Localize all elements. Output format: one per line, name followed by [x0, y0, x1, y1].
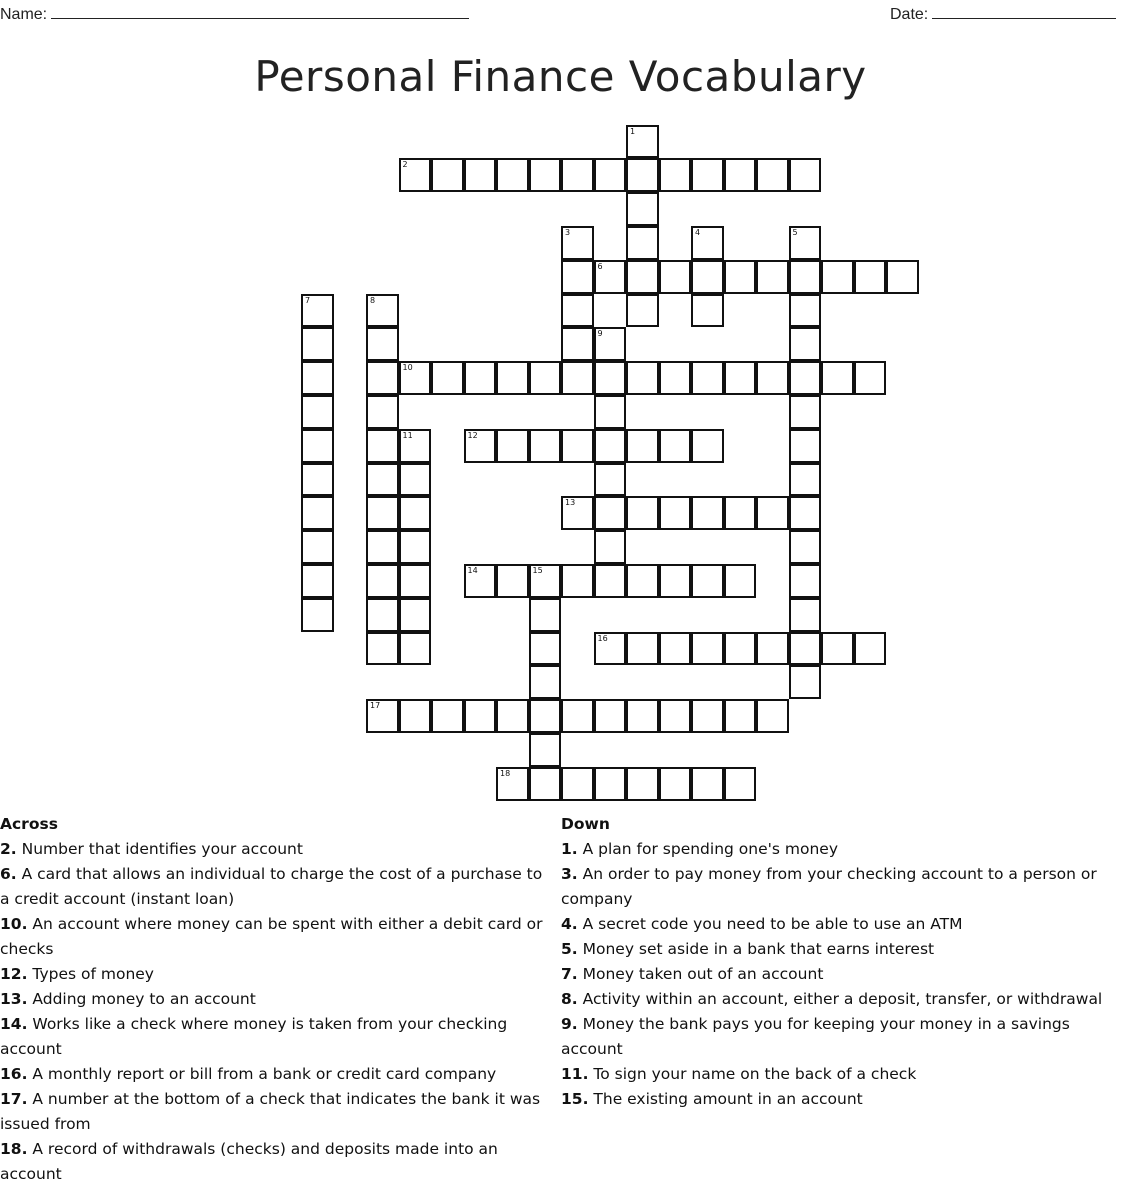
grid-cell[interactable]: [529, 767, 562, 801]
clue-text: A plan for spending one's money: [577, 840, 839, 858]
grid-cell[interactable]: [724, 564, 757, 598]
grid-cell[interactable]: [529, 598, 562, 632]
grid-cell[interactable]: [626, 158, 659, 192]
grid-cell[interactable]: [756, 496, 789, 530]
grid-cell[interactable]: [496, 564, 529, 598]
grid-cell[interactable]: [659, 429, 692, 463]
clue-number: 15: [532, 566, 543, 575]
grid-cell[interactable]: [366, 530, 399, 564]
down-clue: [561, 1012, 1121, 1062]
grid-cell[interactable]: [561, 327, 594, 361]
grid-cell[interactable]: [464, 699, 497, 733]
clue-number: 7.: [561, 965, 578, 983]
grid-cell[interactable]: [561, 260, 594, 294]
grid-cell[interactable]: [659, 632, 692, 666]
grid-cell[interactable]: [821, 260, 854, 294]
grid-cell[interactable]: [789, 496, 822, 530]
grid-cell[interactable]: [789, 429, 822, 463]
clue-number: 2.: [0, 840, 17, 858]
grid-cell[interactable]: [626, 496, 659, 530]
grid-cell[interactable]: [594, 429, 627, 463]
name-label: Name:: [0, 6, 48, 23]
clue-text: A number at the bottom of a check that indicates the bank it was issued from: [0, 1090, 541, 1133]
grid-cell[interactable]: [431, 361, 464, 395]
grid-cell[interactable]: [594, 361, 627, 395]
grid-cell[interactable]: [366, 294, 399, 328]
grid-cell[interactable]: [724, 260, 757, 294]
clue-number: 11: [402, 430, 413, 440]
clue-number: 10.: [0, 915, 28, 933]
grid-cell[interactable]: [529, 733, 562, 767]
grid-cell[interactable]: [496, 767, 529, 801]
grid-cell[interactable]: [691, 260, 724, 294]
clue-text: Works like a check where money is taken from your checking account: [0, 1015, 508, 1058]
clue-text: Types of money: [27, 965, 154, 983]
down-clue: [561, 962, 1121, 987]
grid-cell[interactable]: [496, 429, 529, 463]
clue-text: A record of withdrawals (checks) and deposits made into an account: [0, 1140, 498, 1183]
grid-cell[interactable]: [529, 158, 562, 192]
grid-cell[interactable]: [464, 158, 497, 192]
grid-cell[interactable]: [691, 361, 724, 395]
down-clue-list: [561, 837, 1121, 1112]
grid-cell[interactable]: [724, 632, 757, 666]
grid-cell[interactable]: [399, 699, 432, 733]
grid-cell[interactable]: [789, 361, 822, 395]
grid-cell[interactable]: [691, 226, 724, 260]
grid-cell[interactable]: [496, 361, 529, 395]
grid-cell[interactable]: [789, 632, 822, 666]
clue-number: 9.: [561, 1015, 578, 1033]
grid-cell[interactable]: [594, 632, 627, 666]
clue-text: Money set aside in a bank that earns interest: [577, 940, 935, 958]
across-clue: [0, 1012, 550, 1062]
grid-cell[interactable]: [691, 564, 724, 598]
grid-cell[interactable]: [594, 158, 627, 192]
clue-text: Number that identifies your account: [16, 840, 303, 858]
clue-number: 13: [565, 498, 576, 508]
grid-cell[interactable]: [854, 632, 887, 666]
grid-cell[interactable]: [626, 192, 659, 226]
clue-text: An order to pay money from your checking account to a person or company: [561, 865, 1097, 908]
grid-cell[interactable]: [366, 496, 399, 530]
page-title: Personal Finance Vocabulary: [254, 52, 867, 101]
clue-number: 5: [792, 228, 798, 237]
across-clue: [0, 1062, 550, 1087]
grid-cell[interactable]: [626, 125, 659, 159]
clue-number: 18: [500, 768, 511, 778]
grid-cell[interactable]: [301, 395, 334, 429]
grid-cell[interactable]: [561, 767, 594, 801]
clue-number: 13.: [0, 990, 28, 1008]
grid-cell[interactable]: [301, 429, 334, 463]
grid-cell[interactable]: [301, 598, 334, 632]
grid-cell[interactable]: [659, 564, 692, 598]
grid-cell[interactable]: [626, 226, 659, 260]
grid-cell[interactable]: [496, 699, 529, 733]
grid-cell[interactable]: [399, 158, 432, 192]
grid-cell[interactable]: [399, 530, 432, 564]
grid-cell[interactable]: [301, 564, 334, 598]
grid-cell[interactable]: [561, 496, 594, 530]
clue-text: An account where money can be spent with either a debit card or checks: [0, 915, 543, 958]
clue-text: Money the bank pays you for keeping your money in a savings account: [561, 1015, 1070, 1058]
down-clue: [561, 1087, 1121, 1112]
clue-text: To sign your name on the back of a check: [588, 1065, 917, 1083]
grid-cell[interactable]: [789, 463, 822, 497]
grid-cell[interactable]: [561, 429, 594, 463]
grid-cell[interactable]: [789, 260, 822, 294]
grid-cell[interactable]: [854, 361, 887, 395]
grid-cell[interactable]: [626, 361, 659, 395]
clue-number: 4: [695, 228, 701, 237]
clue-number: 5.: [561, 940, 578, 958]
grid-cell[interactable]: [301, 496, 334, 530]
grid-cell[interactable]: [626, 699, 659, 733]
grid-cell[interactable]: [366, 598, 399, 632]
down-clue: [561, 1062, 1121, 1087]
grid-cell[interactable]: [366, 632, 399, 666]
clue-number: 11.: [561, 1065, 589, 1083]
grid-cell[interactable]: [561, 699, 594, 733]
grid-cell[interactable]: [561, 226, 594, 260]
grid-cell[interactable]: [659, 496, 692, 530]
down-clue: [561, 987, 1121, 1012]
clue-number: 4.: [561, 915, 578, 933]
grid-cell[interactable]: [724, 158, 757, 192]
clue-text: Adding money to an account: [27, 990, 256, 1008]
grid-cell[interactable]: [789, 327, 822, 361]
clue-number: 18.: [0, 1140, 28, 1158]
grid-cell[interactable]: [691, 158, 724, 192]
grid-cell[interactable]: [399, 496, 432, 530]
grid-cell[interactable]: [886, 260, 919, 294]
clue-number: 10: [402, 363, 413, 373]
clue-number: 3: [565, 228, 571, 237]
clue-text: A card that allows an individual to charge the cost of a purchase to a credit account (instant loan): [0, 865, 543, 908]
grid-cell[interactable]: [594, 767, 627, 801]
clue-number: 6.: [0, 865, 17, 883]
clue-number: 12: [467, 430, 478, 440]
grid-cell[interactable]: [561, 294, 594, 328]
clue-number: 3.: [561, 865, 578, 883]
clue-number: 6: [597, 261, 603, 271]
grid-cell[interactable]: [691, 632, 724, 666]
date-label: Date:: [890, 6, 929, 23]
grid-cell[interactable]: [399, 463, 432, 497]
clue-number: 16: [597, 633, 608, 643]
across-clues: [0, 812, 550, 1187]
grid-cell[interactable]: [626, 632, 659, 666]
clue-text: The existing amount in an account: [588, 1090, 863, 1108]
clue-number: 16.: [0, 1065, 28, 1083]
grid-cell[interactable]: [659, 767, 692, 801]
grid-cell[interactable]: [789, 564, 822, 598]
clue-text: Activity within an account, either a deposit, transfer, or withdrawal: [577, 990, 1103, 1008]
grid-cell[interactable]: [789, 598, 822, 632]
clue-number: 2: [402, 160, 408, 170]
grid-cell[interactable]: [626, 429, 659, 463]
clue-number: 15.: [561, 1090, 589, 1108]
across-clue: [0, 837, 550, 862]
clue-number: 14.: [0, 1015, 28, 1033]
grid-cell[interactable]: [561, 361, 594, 395]
clue-number: 8.: [561, 990, 578, 1008]
grid-cell[interactable]: [594, 395, 627, 429]
grid-cell[interactable]: [691, 294, 724, 328]
grid-cell[interactable]: [756, 361, 789, 395]
grid-cell[interactable]: [464, 564, 497, 598]
clue-number: 17: [370, 701, 381, 711]
grid-cell[interactable]: [594, 463, 627, 497]
down-clue: [561, 912, 1121, 937]
grid-cell[interactable]: [789, 158, 822, 192]
grid-cell[interactable]: [561, 158, 594, 192]
grid-cell[interactable]: [431, 158, 464, 192]
grid-cell[interactable]: [821, 361, 854, 395]
grid-cell[interactable]: [399, 598, 432, 632]
down-clue: [561, 862, 1121, 912]
grid-cell[interactable]: [301, 361, 334, 395]
across-clue: [0, 912, 550, 962]
grid-cell[interactable]: [464, 361, 497, 395]
grid-cell[interactable]: [724, 361, 757, 395]
grid-cell[interactable]: [464, 429, 497, 463]
clue-number: 1.: [561, 840, 578, 858]
grid-cell[interactable]: [496, 158, 529, 192]
across-clue: [0, 962, 550, 987]
grid-cell[interactable]: [691, 767, 724, 801]
grid-cell[interactable]: [691, 496, 724, 530]
grid-cell[interactable]: [399, 361, 432, 395]
grid-cell[interactable]: [529, 361, 562, 395]
grid-cell[interactable]: [659, 260, 692, 294]
grid-cell[interactable]: [594, 530, 627, 564]
grid-cell[interactable]: [659, 158, 692, 192]
down-clue: [561, 937, 1121, 962]
grid-cell[interactable]: [301, 327, 334, 361]
clue-text: A monthly report or bill from a bank or credit card company: [27, 1065, 497, 1083]
grid-cell[interactable]: [626, 294, 659, 328]
down-clues: [561, 812, 1121, 1112]
clue-number: 14: [467, 566, 478, 575]
grid-cell[interactable]: [756, 699, 789, 733]
grid-cell[interactable]: [626, 260, 659, 294]
grid-cell[interactable]: [626, 564, 659, 598]
grid-cell[interactable]: [789, 294, 822, 328]
clue-number: 17.: [0, 1090, 28, 1108]
across-clue-list: [0, 837, 550, 1187]
grid-cell[interactable]: [756, 260, 789, 294]
grid-cell[interactable]: [561, 564, 594, 598]
grid-cell[interactable]: [724, 699, 757, 733]
grid-cell[interactable]: [366, 564, 399, 598]
grid-cell[interactable]: [594, 260, 627, 294]
grid-cell[interactable]: [529, 699, 562, 733]
grid-cell[interactable]: [756, 632, 789, 666]
grid-cell[interactable]: [594, 327, 627, 361]
clue-number: 1: [630, 126, 636, 136]
grid-cell[interactable]: [399, 564, 432, 598]
clue-number: 8: [370, 295, 376, 305]
grid-cell[interactable]: [594, 496, 627, 530]
grid-cell[interactable]: [366, 429, 399, 463]
grid-cell[interactable]: [366, 327, 399, 361]
clue-number: 9: [597, 329, 603, 339]
grid-cell[interactable]: [724, 767, 757, 801]
grid-cell[interactable]: [789, 395, 822, 429]
grid-cell[interactable]: [529, 665, 562, 699]
across-clue: [0, 1137, 550, 1187]
grid-cell[interactable]: [399, 429, 432, 463]
grid-cell[interactable]: [366, 463, 399, 497]
grid-cell[interactable]: [659, 361, 692, 395]
grid-cell[interactable]: [821, 632, 854, 666]
grid-cell[interactable]: [594, 564, 627, 598]
grid-cell[interactable]: [529, 632, 562, 666]
clue-text: Money taken out of an account: [577, 965, 824, 983]
grid-cell[interactable]: [789, 665, 822, 699]
grid-cell[interactable]: [399, 632, 432, 666]
grid-cell[interactable]: [789, 530, 822, 564]
across-clue: [0, 862, 550, 912]
clue-number: 12.: [0, 965, 28, 983]
down-heading: Down: [561, 815, 610, 833]
across-heading: Across: [0, 815, 58, 833]
grid-cell[interactable]: [301, 530, 334, 564]
grid-cell[interactable]: [366, 395, 399, 429]
grid-cell[interactable]: [626, 767, 659, 801]
clue-number: 7: [305, 295, 311, 305]
grid-cell[interactable]: [756, 158, 789, 192]
grid-cell[interactable]: [529, 564, 562, 598]
grid-cell[interactable]: [366, 699, 399, 733]
clue-text: A secret code you need to be able to use an ATM: [577, 915, 963, 933]
grid-cell[interactable]: [366, 361, 399, 395]
grid-cell[interactable]: [431, 699, 464, 733]
grid-cell[interactable]: [301, 294, 334, 328]
grid-cell[interactable]: [691, 699, 724, 733]
down-clue: [561, 837, 1121, 862]
across-clue: [0, 987, 550, 1012]
grid-cell[interactable]: [659, 699, 692, 733]
across-clue: [0, 1087, 550, 1137]
grid-cell[interactable]: [691, 429, 724, 463]
grid-cell[interactable]: [789, 226, 822, 260]
grid-cell[interactable]: [724, 496, 757, 530]
grid-cell[interactable]: [594, 699, 627, 733]
grid-cell[interactable]: [301, 463, 334, 497]
grid-cell[interactable]: [854, 260, 887, 294]
grid-cell[interactable]: [529, 429, 562, 463]
